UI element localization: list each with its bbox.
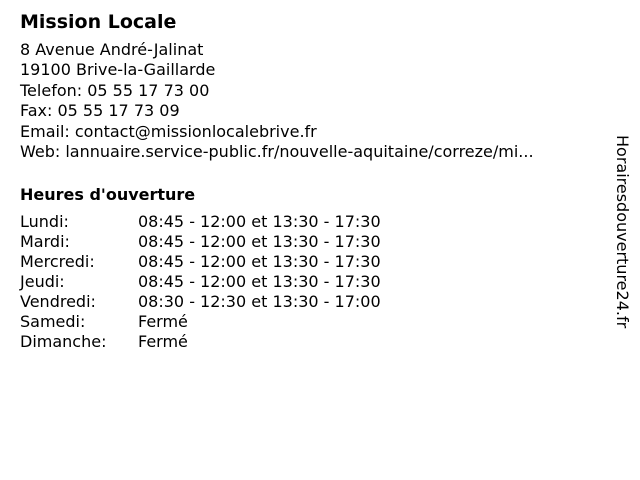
day-label: Dimanche:	[20, 332, 107, 352]
address-street: 8 Avenue André-Jalinat	[20, 40, 204, 59]
business-card	[20, 9, 600, 352]
day-hours: 08:45 - 12:00 et 13:30 - 17:30	[138, 212, 381, 232]
hours-row-sunday	[20, 332, 600, 352]
day-hours: 08:30 - 12:30 et 13:30 - 17:00	[138, 292, 381, 312]
day-label: Vendredi:	[20, 292, 96, 312]
day-hours: 08:45 - 12:00 et 13:30 - 17:30	[138, 232, 381, 252]
opening-hours-table	[20, 212, 600, 352]
website-url: Web: lannuaire.service-public.fr/nouvelle-aquitaine/correze/mi...	[20, 142, 534, 162]
fax-number: Fax: 05 55 17 73 09	[20, 101, 180, 121]
business-name: Mission Locale	[20, 11, 177, 33]
address-city: 19100 Brive-la-Gaillarde	[20, 60, 216, 80]
hours-row-wednesday	[20, 252, 600, 272]
day-label: Jeudi:	[20, 272, 65, 292]
phone-number: Telefon: 05 55 17 73 00	[20, 80, 210, 100]
opening-hours-title: Heures d'ouverture	[20, 185, 196, 205]
day-hours: 08:45 - 12:00 et 13:30 - 17:30	[138, 272, 381, 292]
site-watermark: Horairesdouverture24.fr	[613, 135, 632, 329]
hours-row-saturday	[20, 312, 600, 332]
email-address: Email: contact@missionlocalebrive.fr	[20, 121, 317, 141]
day-hours: Fermé	[138, 312, 188, 332]
hours-row-friday	[20, 292, 600, 312]
day-hours: 08:45 - 12:00 et 13:30 - 17:30	[138, 252, 381, 272]
day-label: Mardi:	[20, 232, 70, 252]
hours-row-monday	[20, 212, 600, 232]
day-hours: Fermé	[138, 332, 188, 352]
hours-row-tuesday	[20, 232, 600, 252]
hours-row-thursday	[20, 272, 600, 292]
day-label: Samedi:	[20, 312, 86, 332]
day-label: Mercredi:	[20, 252, 95, 272]
day-label: Lundi:	[20, 212, 69, 232]
